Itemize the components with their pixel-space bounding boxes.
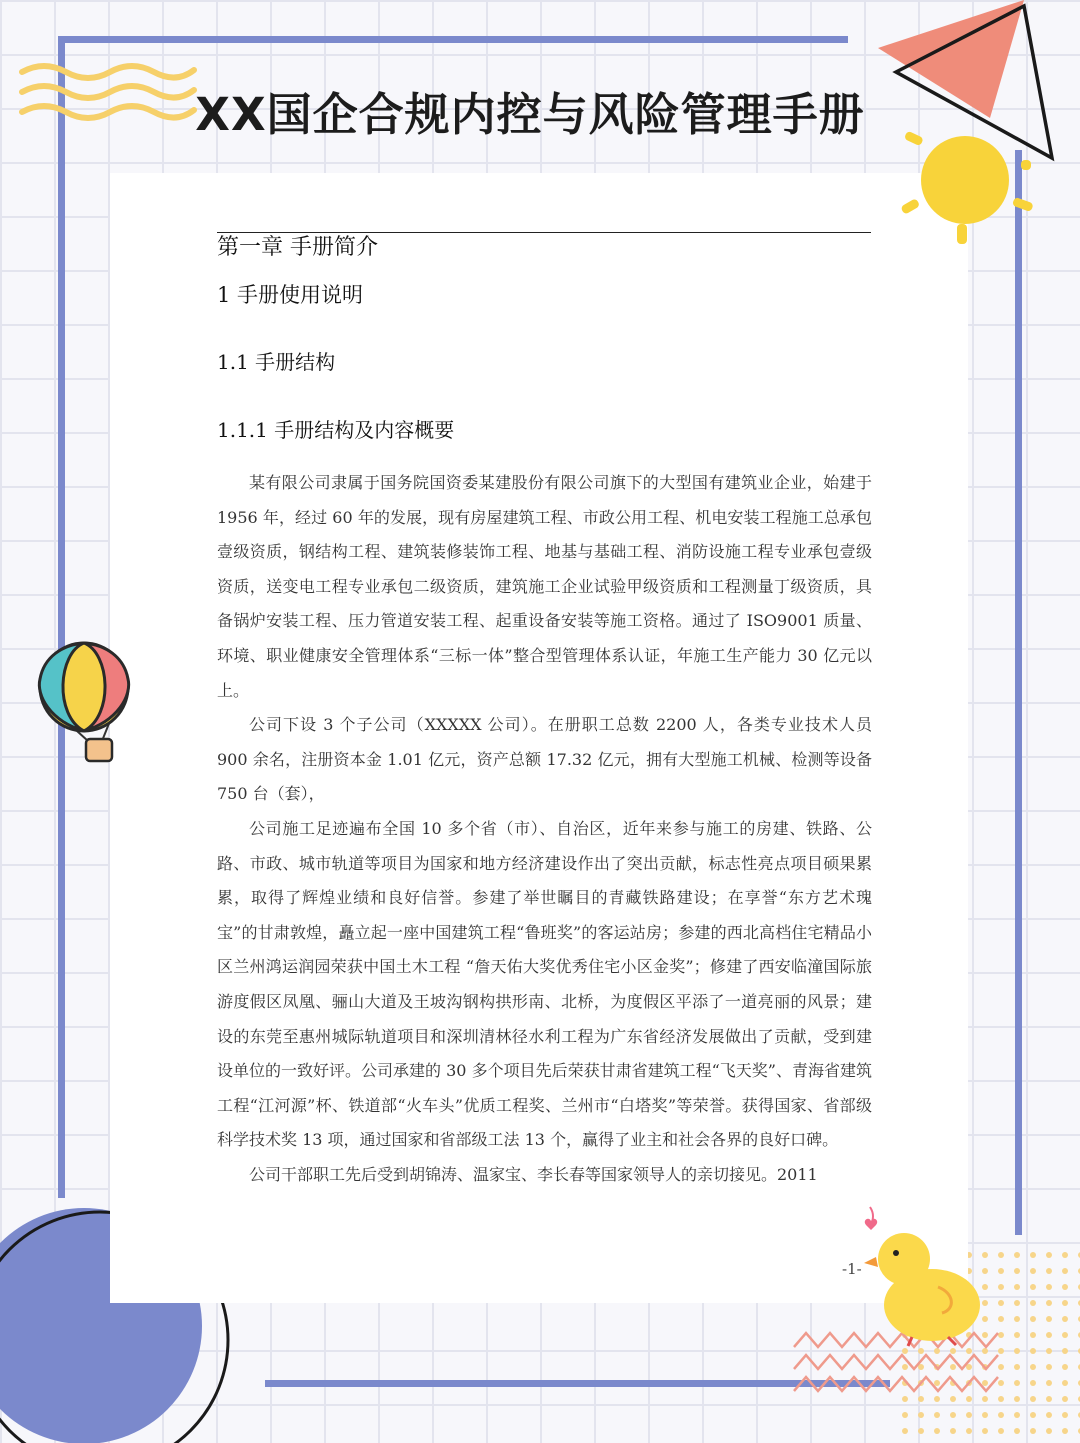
- subsubsection-heading: 1.1.1 手册结构及内容概要: [217, 418, 455, 442]
- chapter-heading: 第一章 手册简介: [217, 235, 378, 260]
- subsection-heading: 1.1 手册结构: [217, 350, 336, 374]
- frame-left-line: [58, 36, 65, 1198]
- paragraph: 公司施工足迹遍布全国 10 多个省（市）、自治区，近年来参与施工的房建、铁路、公路、市政、城市轨道等项目为国家和地方经济建设作出了突出贡献，标志性亮点项目硕果累累，取得了辉煌业绩和良好信誉。参建了举世瞩目的青藏铁路建设；在享誉“东方艺术瑰宝”的甘肃敦煌，矗立起一座中国建筑工程“鲁班奖”的客运站房；参建的西北高档住宅精品小区兰州鸿运润园荣获中国土木工程 “詹天佑大奖优秀住宅小区金奖”；修建了西安临潼国际旅游度假区凤凰、骊山大道及王坡沟钢构拱形南、北桥，为度假区平添了一道亮丽的风景；建设的东莞至惠州城际轨道项目和深圳清林径水利工程为广东省经济发展做出了贡献，受到建设单位的一致好评。公司承建的 30 多个项目先后荣获甘肃省建筑工程“飞天奖”、青海省建筑工程“江河源”杯、铁道部“火车头”优质工程奖、兰州市“白塔奖”等荣誉。获得国家、省部级科学技术奖 13 项，通过国家和省部级工法 13 个，赢得了业主和社会各界的良好口碑。: [217, 818, 872, 1150]
- duckling-icon: [846, 1205, 986, 1347]
- body-text: [217, 466, 872, 1192]
- sun-icon: [895, 120, 1045, 250]
- chapter-rule: [217, 232, 871, 233]
- section-heading: 1 手册使用说明: [217, 283, 364, 307]
- paragraph: 公司下设 3 个子公司（XXXXX 公司）。在册职工总数 2200 人，各类专业技术人员 900 余名，注册资本金 1.01 亿元，资产总额 17.32 亿元，拥有大型施工机械、检测等设备 750 台（套），: [217, 715, 872, 804]
- page-number: -1-: [842, 1260, 862, 1278]
- frame-top-line: [58, 36, 848, 43]
- document-title: XX国企合规内控与风险管理手册: [195, 88, 865, 141]
- paragraph: 某有限公司隶属于国务院国资委某建股份有限公司旗下的大型国有建筑业企业，始建于 1956 年，经过 60 年的发展，现有房屋建筑工程、市政公用工程、机电安装工程施工总承包壹级资质，钢结构工程、建筑装修装饰工程、地基与基础工程、消防设施工程专业承包壹级资质，送变电工程专业承包二级资质，建筑施工企业试验甲级资质和工程测量丁级资质，具备锅炉安装工程、压力管道安装工程、起重设备安装等施工资格。通过了 ISO9001 质量、环境、职业健康安全管理体系“三标一体”整合型管理体系认证，年施工生产能力 30 亿元以上。: [217, 473, 872, 700]
- paragraph: 公司干部职工先后受到胡锦涛、温家宝、李长春等国家领导人的亲切接见。2011: [249, 1164, 818, 1184]
- hot-air-balloon-icon: [30, 635, 134, 769]
- frame-right-line: [1015, 150, 1022, 1235]
